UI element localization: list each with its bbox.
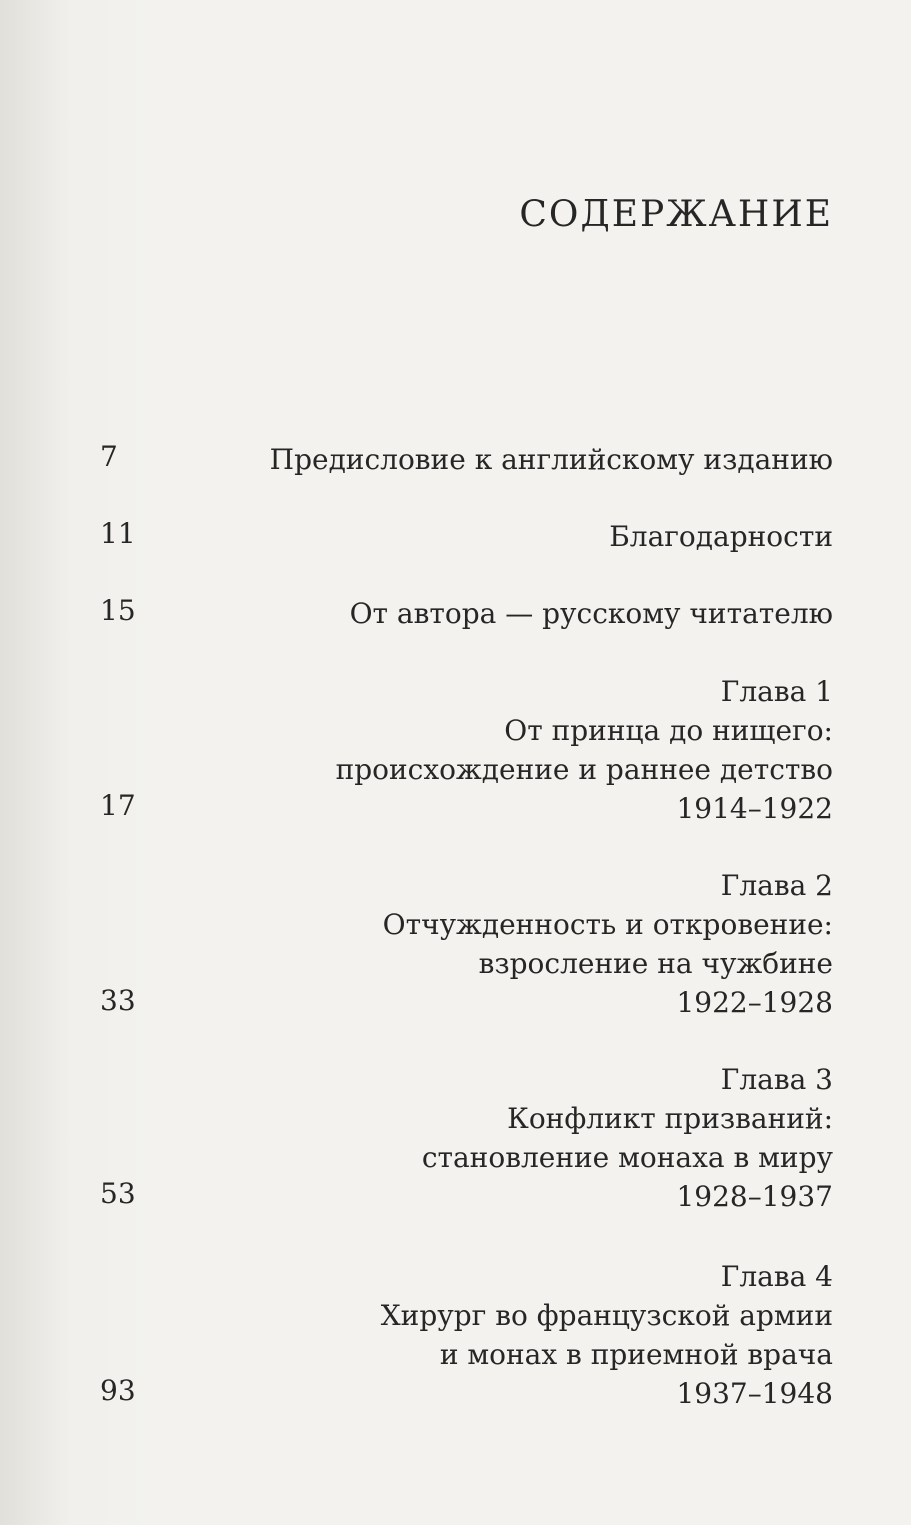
- toc-page-number: 15: [100, 594, 136, 627]
- toc-page-number: 33: [100, 984, 136, 1017]
- toc-page-number: 53: [100, 1177, 136, 1210]
- toc-entry-text: [350, 594, 833, 633]
- toc-entry-text: [336, 672, 833, 828]
- toc-years: 1928–1937: [676, 1180, 833, 1213]
- toc-line: происхождение и раннее детство: [335, 753, 833, 786]
- toc-entry-text: [422, 1060, 833, 1216]
- toc-chapter-label: Глава 3: [720, 1063, 833, 1096]
- toc-years: 1914–1922: [676, 792, 833, 825]
- toc-chapter-label: Глава 2: [720, 869, 833, 902]
- toc-years: 1922–1928: [676, 986, 833, 1019]
- toc-line: От принца до нищего:: [504, 714, 833, 747]
- toc-line: Хирург во французской армии: [380, 1299, 833, 1332]
- toc-line: Предисловие к английскому изданию: [269, 443, 833, 476]
- toc-page-number: 17: [100, 789, 136, 822]
- toc-line: становление монаха в миру: [421, 1141, 833, 1174]
- toc-chapter-label: Глава 4: [720, 1260, 833, 1293]
- page-title: СОДЕРЖАНИЕ: [519, 194, 833, 235]
- toc-years: 1937–1948: [676, 1377, 833, 1410]
- toc-line: и монах в приемной врача: [439, 1338, 833, 1371]
- toc-line: взросление на чужбине: [478, 947, 833, 980]
- toc-chapter-label: Глава 1: [720, 675, 833, 708]
- toc-line: Отчужденность и откровение:: [382, 908, 833, 941]
- toc-page-number: 7: [100, 440, 118, 473]
- toc-line: Конфликт призваний:: [507, 1102, 833, 1135]
- toc-entry-text: [383, 866, 833, 1022]
- toc-line: Благодарности: [609, 520, 833, 553]
- toc-entry-text: [270, 440, 833, 479]
- toc-page-number: 11: [100, 517, 136, 550]
- toc-entry-text: [381, 1257, 833, 1413]
- toc-entry-text: [609, 517, 833, 556]
- toc-line: От автора — русскому читателю: [349, 597, 833, 630]
- toc-page-number: 93: [100, 1374, 136, 1407]
